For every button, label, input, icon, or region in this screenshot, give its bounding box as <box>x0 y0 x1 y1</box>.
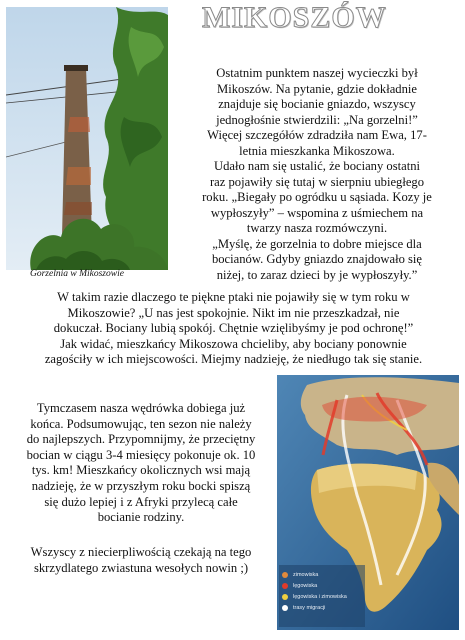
text-line: Wszyscy z niecierpliwością czekają na tego <box>30 545 252 559</box>
text-line: bocian w ciągu 3-4 miesięcy pokonuje ok. 10 <box>26 447 256 462</box>
text-line: zagościły w ich miejscowości. Miejmy nadzieję, że niedługo tak się stanie. <box>44 352 423 366</box>
legend-label: trasy migracji <box>293 604 326 611</box>
text-line: znajduje się bocianie gniazdo, wszyscy <box>218 97 416 111</box>
text-line: bocianie rodziny. <box>97 510 185 525</box>
distillery-chimney-photo <box>6 7 168 270</box>
text-line: „Myślę, że gorzelnia to dobre miejsce dla <box>212 236 422 251</box>
paragraph-closing <box>10 545 272 576</box>
text-line: Więcej szczegółów zdradziła nam Ewa, 17- <box>207 128 427 142</box>
chimney-illustration <box>6 7 168 270</box>
text-line: letnia mieszkanka Mikoszowa. <box>239 143 395 158</box>
legend-label: lęgowiska i zimowiska <box>293 593 347 600</box>
legend-item <box>282 569 362 580</box>
text-line: roku. „Biegały po ogródku u sąsiada. Kozy je <box>202 190 432 204</box>
text-line: wypłoszyły” – wspomina z uśmiechem na <box>210 205 424 220</box>
text-line: raz pojawiły się tutaj w sierpniu ubiegłego <box>209 174 425 189</box>
photo-caption: Gorzelnia w Mikoszowie <box>30 269 124 279</box>
map-legend <box>282 569 362 613</box>
text-line: do najlepszych. Przypomnijmy, że przeciętny <box>26 432 256 447</box>
text-line: jednogłośnie stwierdzili: „Na gorzelni!” <box>216 112 418 127</box>
text-line: twarzy nasza rozmówczyni. <box>246 221 388 235</box>
text-line: niżej, to zaraz dzieci by je wypłoszyły.” <box>216 267 418 282</box>
text-line: Tymczasem nasza wędrówka dobiega już <box>36 401 246 415</box>
text-line: W takim razie dlaczego te piękne ptaki nie pojawiły się w tym roku w <box>57 290 410 304</box>
legend-label: zimowiska <box>293 571 319 578</box>
text-line: Mikoszów. Na pytanie, gdzie dokładnie <box>217 81 417 96</box>
text-line: końca. Podsumowując, ten sezon nie należy <box>30 416 252 431</box>
legend-swatch <box>282 594 288 600</box>
text-line: się dużo lepiej i z Afryki przylecą całe <box>44 494 238 509</box>
paragraph-intro <box>172 66 462 283</box>
text-line: dokuczał. Bociany lubią spokój. Chętnie wzięlibyśmy je pod ochronę!” <box>53 321 414 335</box>
legend-item <box>282 580 362 591</box>
legend-swatch <box>282 572 288 578</box>
text-line: Udało nam się ustalić, że bociany ostatni <box>214 159 420 173</box>
text-line: Mikoszowie? „U nas jest spokojnie. Nikt im nie przeszkadzał, nie <box>67 305 400 320</box>
paragraph-question <box>6 290 461 368</box>
paragraph-summary <box>10 401 272 526</box>
legend-swatch <box>282 583 288 589</box>
legend-item <box>282 591 362 602</box>
text-line: Jak widać, mieszkańcy Mikoszowa chcieliby, aby bociany ponownie <box>60 336 407 351</box>
legend-item <box>282 602 362 613</box>
legend-label: lęgowiska <box>293 582 318 589</box>
text-line: skrzydlatego zwiastuna wesołych nowin ;) <box>33 560 249 575</box>
page-title: MIKOSZÓW <box>202 1 387 34</box>
legend-swatch <box>282 605 288 611</box>
text-line: nadzieję, że w przyszłym roku bocki spiszą <box>31 478 251 493</box>
text-line: tys. km! Mieszkańcy okolicznych wsi mają <box>31 463 251 478</box>
text-line: Ostatnim punktem naszej wycieczki był <box>216 66 418 80</box>
text-line: bocianów. Gdyby gniazdo znajdowało się <box>211 252 423 266</box>
